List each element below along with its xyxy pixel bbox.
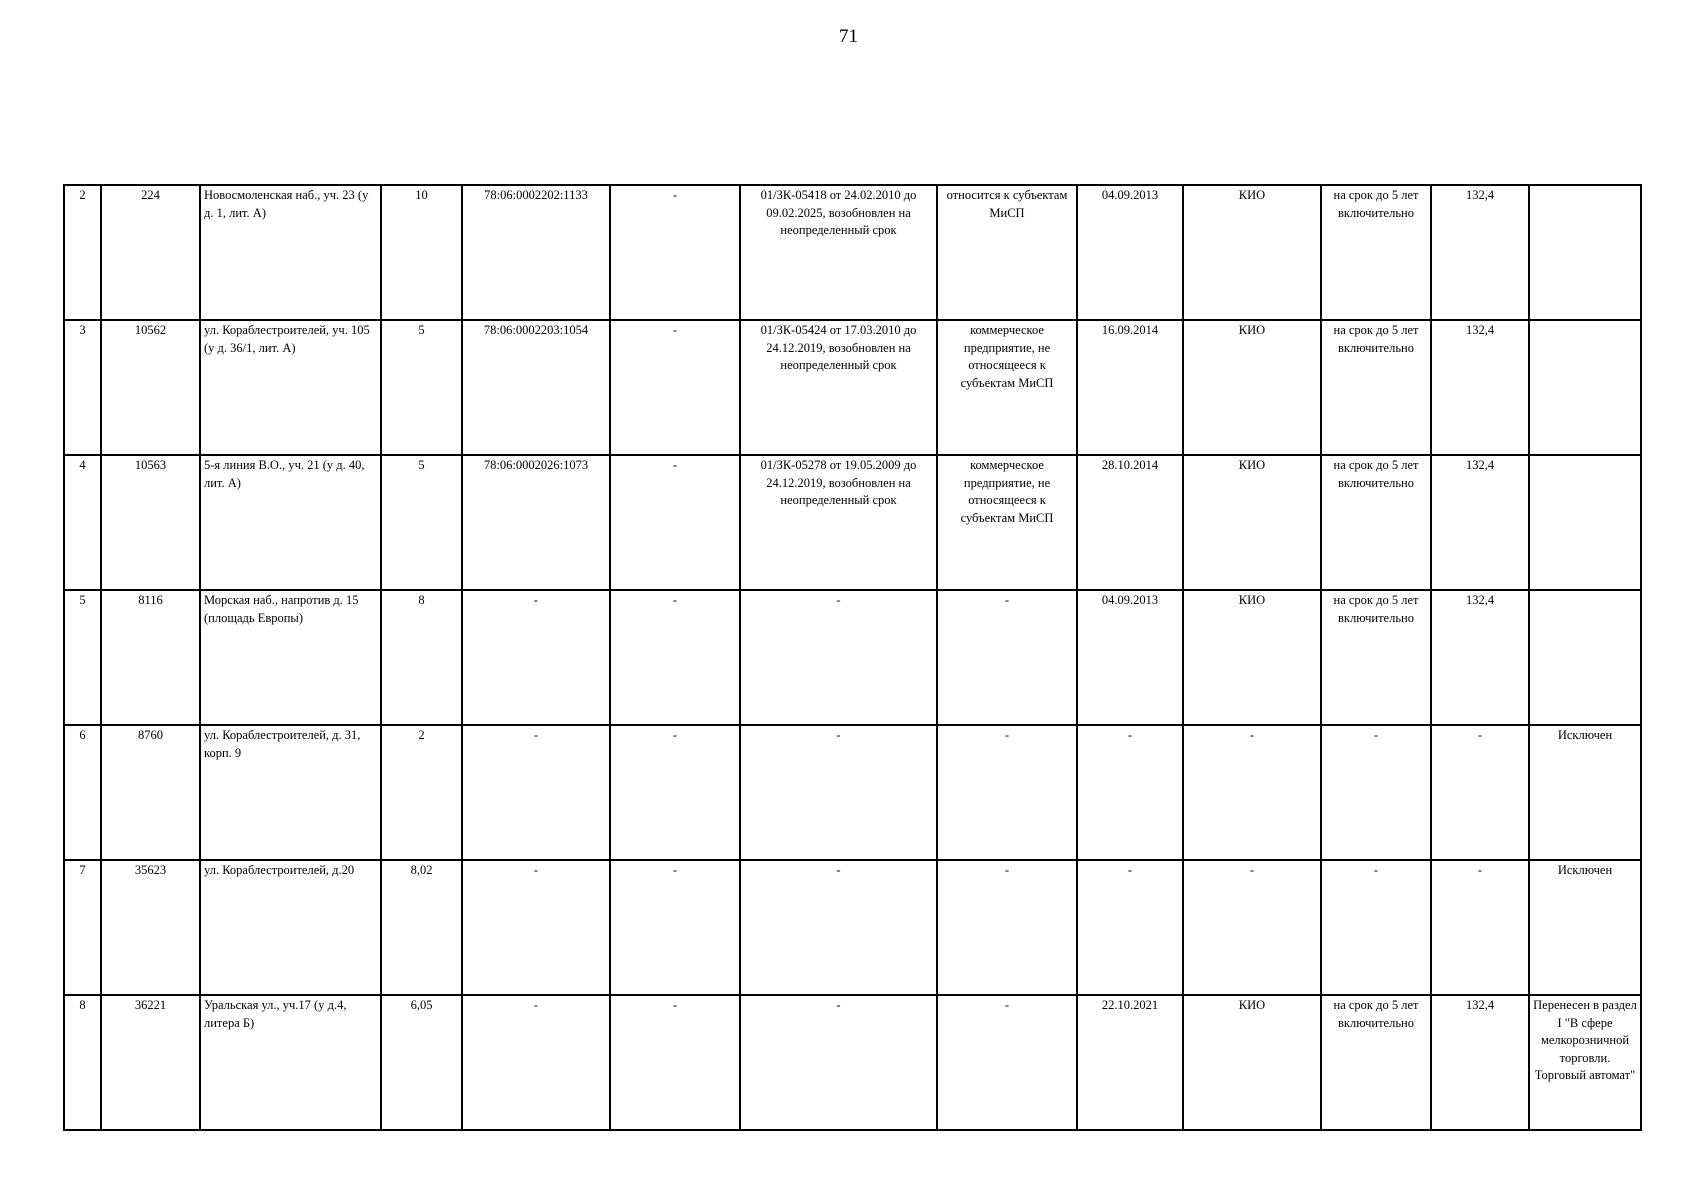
date-cell: 22.10.2021 <box>1077 995 1183 1130</box>
category-cell: относится к субъектам МиСП <box>937 185 1077 320</box>
note-cell <box>1529 185 1641 320</box>
cadastral-number-cell: - <box>462 995 610 1130</box>
object-id-cell: 8116 <box>101 590 200 725</box>
area-cell: 10 <box>381 185 462 320</box>
row-number-cell: 3 <box>64 320 101 455</box>
contract-cell: - <box>740 725 937 860</box>
object-id-cell: 224 <box>101 185 200 320</box>
term-cell: - <box>1321 725 1431 860</box>
term-cell: на срок до 5 лет включительно <box>1321 320 1431 455</box>
contract-cell: 01/ЗК-05278 от 19.05.2009 до 24.12.2019, возобновлен на неопределенный срок <box>740 455 937 590</box>
cadastral-number-cell: 78:06:0002202:1133 <box>462 185 610 320</box>
object-id-cell: 36221 <box>101 995 200 1130</box>
term-cell: на срок до 5 лет включительно <box>1321 995 1431 1130</box>
object-id-cell: 35623 <box>101 860 200 995</box>
contract-cell: - <box>740 860 937 995</box>
address-cell: Морская наб., напротив д. 15 (площадь Европы) <box>200 590 381 725</box>
object-id-cell: 8760 <box>101 725 200 860</box>
category-cell: - <box>937 725 1077 860</box>
row-number-cell: 7 <box>64 860 101 995</box>
authority-cell: КИО <box>1183 185 1321 320</box>
area-cell: 8 <box>381 590 462 725</box>
contract-cell: - <box>740 590 937 725</box>
authority-cell: КИО <box>1183 320 1321 455</box>
address-cell: 5-я линия В.О., уч. 21 (у д. 40, лит. А) <box>200 455 381 590</box>
note-cell: Исключен <box>1529 860 1641 995</box>
table-row <box>64 455 1641 590</box>
term-cell: - <box>1321 860 1431 995</box>
date-cell: 04.09.2013 <box>1077 185 1183 320</box>
cadastral-number-cell: 78:06:0002026:1073 <box>462 455 610 590</box>
term-cell: на срок до 5 лет включительно <box>1321 185 1431 320</box>
date-cell: - <box>1077 860 1183 995</box>
note-cell: Исключен <box>1529 725 1641 860</box>
authority-cell: КИО <box>1183 590 1321 725</box>
table-row <box>64 995 1641 1130</box>
address-cell: Уральская ул., уч.17 (у д.4, литера Б) <box>200 995 381 1130</box>
term-cell: на срок до 5 лет включительно <box>1321 455 1431 590</box>
contract-cell: 01/ЗК-05424 от 17.03.2010 до 24.12.2019, возобновлен на неопределенный срок <box>740 320 937 455</box>
date-cell: 16.09.2014 <box>1077 320 1183 455</box>
code-cell: 132,4 <box>1431 590 1529 725</box>
object-id-cell: 10563 <box>101 455 200 590</box>
row-number-cell: 5 <box>64 590 101 725</box>
column-6-cell: - <box>610 995 740 1130</box>
date-cell: 28.10.2014 <box>1077 455 1183 590</box>
cadastral-number-cell: - <box>462 860 610 995</box>
row-number-cell: 8 <box>64 995 101 1130</box>
object-id-cell: 10562 <box>101 320 200 455</box>
address-cell: ул. Кораблестроителей, уч. 105 (у д. 36/1, лит. А) <box>200 320 381 455</box>
code-cell: - <box>1431 725 1529 860</box>
authority-cell: КИО <box>1183 995 1321 1130</box>
code-cell: 132,4 <box>1431 320 1529 455</box>
category-cell: - <box>937 860 1077 995</box>
address-cell: Новосмоленская наб., уч. 23 (у д. 1, лит. А) <box>200 185 381 320</box>
page-number: 71 <box>839 26 858 47</box>
authority-cell: - <box>1183 860 1321 995</box>
table-row <box>64 725 1641 860</box>
area-cell: 5 <box>381 455 462 590</box>
date-cell: 04.09.2013 <box>1077 590 1183 725</box>
column-6-cell: - <box>610 455 740 590</box>
cadastral-number-cell: 78:06:0002203:1054 <box>462 320 610 455</box>
column-6-cell: - <box>610 185 740 320</box>
area-cell: 6,05 <box>381 995 462 1130</box>
note-cell <box>1529 455 1641 590</box>
address-cell: ул. Кораблестроителей, д. 31, корп. 9 <box>200 725 381 860</box>
area-cell: 2 <box>381 725 462 860</box>
category-cell: коммерческое предприятие, не относящееся к субъектам МиСП <box>937 320 1077 455</box>
column-6-cell: - <box>610 320 740 455</box>
code-cell: 132,4 <box>1431 995 1529 1130</box>
term-cell: на срок до 5 лет включительно <box>1321 590 1431 725</box>
registry-table-body <box>64 185 1641 1130</box>
note-cell: Перенесен в раздел I "В сфере мелкорозничной торговли. Торговый автомат" <box>1529 995 1641 1130</box>
code-cell: 132,4 <box>1431 185 1529 320</box>
contract-cell: 01/ЗК-05418 от 24.02.2010 до 09.02.2025, возобновлен на неопределенный срок <box>740 185 937 320</box>
authority-cell: - <box>1183 725 1321 860</box>
category-cell: коммерческое предприятие, не относящееся к субъектам МиСП <box>937 455 1077 590</box>
column-6-cell: - <box>610 860 740 995</box>
code-cell: 132,4 <box>1431 455 1529 590</box>
table-row <box>64 590 1641 725</box>
row-number-cell: 4 <box>64 455 101 590</box>
contract-cell: - <box>740 995 937 1130</box>
address-cell: ул. Кораблестроителей, д.20 <box>200 860 381 995</box>
date-cell: - <box>1077 725 1183 860</box>
category-cell: - <box>937 995 1077 1130</box>
column-6-cell: - <box>610 590 740 725</box>
row-number-cell: 2 <box>64 185 101 320</box>
area-cell: 5 <box>381 320 462 455</box>
area-cell: 8,02 <box>381 860 462 995</box>
cadastral-number-cell: - <box>462 590 610 725</box>
authority-cell: КИО <box>1183 455 1321 590</box>
cadastral-number-cell: - <box>462 725 610 860</box>
table-row <box>64 320 1641 455</box>
code-cell: - <box>1431 860 1529 995</box>
registry-table <box>63 184 1642 1131</box>
row-number-cell: 6 <box>64 725 101 860</box>
table-row <box>64 860 1641 995</box>
category-cell: - <box>937 590 1077 725</box>
note-cell <box>1529 590 1641 725</box>
note-cell <box>1529 320 1641 455</box>
column-6-cell: - <box>610 725 740 860</box>
table-row <box>64 185 1641 320</box>
